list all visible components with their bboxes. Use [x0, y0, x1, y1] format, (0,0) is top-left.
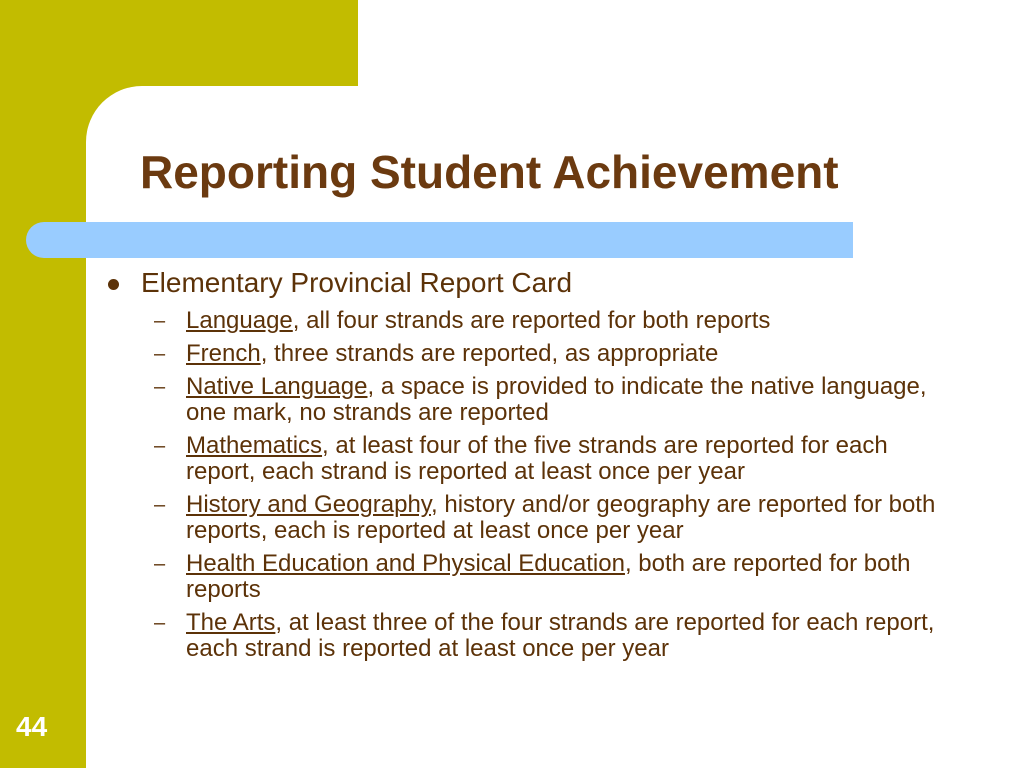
item-description: , at least three of the four strands are reported for each report, each strand is reported at least once per year: [186, 609, 935, 662]
dash-icon: –: [154, 343, 166, 365]
item-description: , all four strands are reported for both reports: [292, 307, 771, 334]
main-bullet-text: Elementary Provincial Report Card: [141, 267, 573, 298]
olive-top-band: [0, 0, 358, 86]
item-description: , at least four of the five strands are reported for each report, each strand is reported at least once per year: [186, 432, 888, 485]
slide-title: Reporting Student Achievement: [140, 146, 839, 198]
page-number: 44: [16, 711, 48, 742]
list-item: [100, 492, 960, 544]
subject-link-french[interactable]: French: [186, 340, 261, 367]
dash-icon: –: [154, 435, 166, 457]
dash-icon: –: [154, 494, 166, 516]
dash-icon: –: [154, 376, 166, 398]
list-item: [100, 610, 960, 662]
list-item: [100, 308, 960, 334]
subject-link-health-pe[interactable]: Health Education and Physical Education: [186, 550, 625, 577]
subject-link-history-geography[interactable]: History and Geography: [186, 491, 432, 518]
list-item: [100, 433, 960, 485]
bullet-dot-icon: [108, 279, 119, 290]
subject-link-mathematics[interactable]: Mathematics: [186, 432, 323, 459]
dash-icon: –: [154, 612, 166, 634]
item-description: , three strands are reported, as appropriate: [260, 340, 719, 367]
list-item: [100, 341, 960, 367]
list-item: [100, 374, 960, 426]
olive-sidebar: [0, 0, 86, 768]
title-underline-bar: [26, 222, 853, 258]
item-description: , both are reported for both reports: [186, 550, 911, 603]
subject-link-the-arts[interactable]: The Arts: [186, 609, 276, 636]
item-description: , a space is provided to indicate the native language, one mark, no strands are reported: [186, 373, 927, 426]
sub-bullet-list: [100, 308, 960, 662]
list-item: [100, 551, 960, 603]
item-description: , history and/or geography are reported for both reports, each is reported at least once per year: [186, 491, 936, 544]
subject-link-native-language[interactable]: Native Language: [186, 373, 368, 400]
main-bullet: [100, 266, 960, 300]
dash-icon: –: [154, 553, 166, 575]
dash-icon: –: [154, 310, 166, 332]
slide-content: [100, 266, 960, 669]
subject-link-language[interactable]: Language: [186, 307, 293, 334]
